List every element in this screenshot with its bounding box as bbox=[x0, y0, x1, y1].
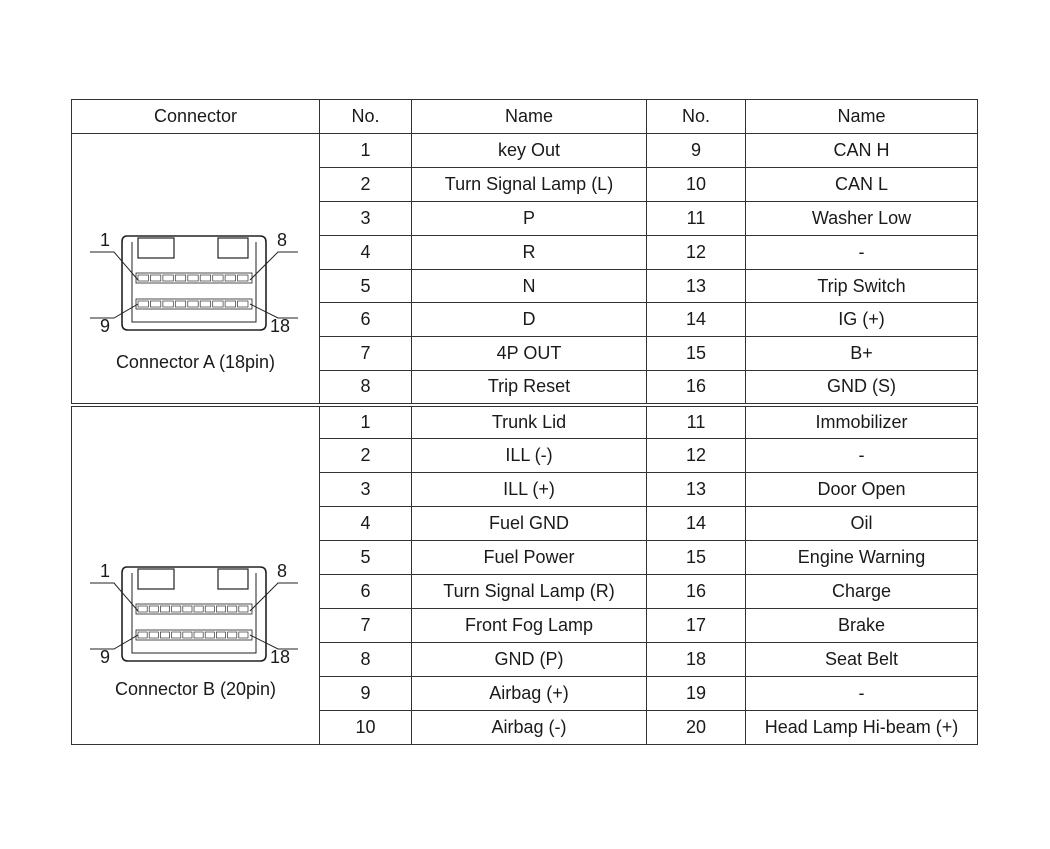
pin-number-cell: 1 bbox=[320, 134, 412, 168]
connector-cell bbox=[72, 405, 320, 745]
pin-name-cell: Charge bbox=[746, 575, 978, 609]
pin-number-cell: 16 bbox=[647, 575, 746, 609]
pin-number-cell: 12 bbox=[647, 439, 746, 473]
table-row bbox=[72, 134, 978, 168]
pin-number-cell: 15 bbox=[647, 541, 746, 575]
pin-name-cell: CAN L bbox=[746, 167, 978, 201]
pin bbox=[183, 632, 192, 638]
connector-label: Connector B (20pin) bbox=[114, 678, 277, 699]
connector-inner bbox=[132, 573, 256, 653]
pin-number-cell: 1 bbox=[320, 405, 412, 439]
pin-name-cell: - bbox=[746, 439, 978, 473]
pin-number-cell: 11 bbox=[647, 405, 746, 439]
leader-pin-1 bbox=[90, 252, 138, 280]
leader-pin-9 bbox=[90, 304, 138, 318]
pin-label-top-right: 8 bbox=[277, 560, 288, 581]
pin bbox=[216, 606, 225, 612]
pin bbox=[216, 632, 225, 638]
connector-inner bbox=[132, 242, 256, 322]
pin bbox=[188, 275, 198, 281]
pin bbox=[163, 301, 173, 307]
pin-number-cell: 7 bbox=[320, 337, 412, 371]
pin-number-cell: 10 bbox=[647, 167, 746, 201]
pin-number-cell: 13 bbox=[647, 473, 746, 507]
pin-name-cell: Turn Signal Lamp (L) bbox=[412, 167, 647, 201]
pin-name-cell: Door Open bbox=[746, 473, 978, 507]
pin-number-cell: 3 bbox=[320, 473, 412, 507]
pin-number-cell: 10 bbox=[320, 711, 412, 745]
pin bbox=[205, 606, 214, 612]
latch-right bbox=[218, 569, 248, 589]
pin-name-cell: N bbox=[412, 269, 647, 303]
pin bbox=[194, 606, 203, 612]
pin-number-cell: 18 bbox=[647, 643, 746, 677]
pin-name-cell: Head Lamp Hi-beam (+) bbox=[746, 711, 978, 745]
pin-number-cell: 14 bbox=[647, 303, 746, 337]
pin-name-cell: GND (P) bbox=[412, 643, 647, 677]
pin-number-cell: 5 bbox=[320, 269, 412, 303]
latch-right bbox=[218, 238, 248, 258]
pin-label-bottom-right: 18 bbox=[270, 646, 291, 667]
pin-label-top-left: 1 bbox=[100, 560, 111, 581]
header-no-right: No. bbox=[647, 100, 746, 134]
pin bbox=[200, 275, 210, 281]
pin bbox=[183, 606, 192, 612]
pin-name-cell: Front Fog Lamp bbox=[412, 609, 647, 643]
leader-pin-8 bbox=[250, 583, 298, 611]
pin-number-cell: 8 bbox=[320, 643, 412, 677]
pin-row bbox=[136, 299, 252, 309]
pin-name-cell: - bbox=[746, 677, 978, 711]
pin-number-cell: 9 bbox=[320, 677, 412, 711]
pin bbox=[175, 301, 185, 307]
leader-pin-8 bbox=[250, 252, 298, 280]
pin-name-cell: Airbag (+) bbox=[412, 677, 647, 711]
pin-number-cell: 9 bbox=[647, 134, 746, 168]
pin-name-cell: GND (S) bbox=[746, 371, 978, 405]
pin-number-cell: 16 bbox=[647, 371, 746, 405]
connector-pin-table bbox=[71, 99, 978, 745]
pin-row bbox=[136, 273, 252, 283]
pin-name-cell: Airbag (-) bbox=[412, 711, 647, 745]
pin-label-top-left: 1 bbox=[100, 229, 111, 250]
pin bbox=[150, 275, 160, 281]
pin-name-cell: Oil bbox=[746, 507, 978, 541]
pin-name-cell: Turn Signal Lamp (R) bbox=[412, 575, 647, 609]
leader-pin-9 bbox=[90, 635, 138, 649]
header-name-right: Name bbox=[746, 100, 978, 134]
pin-label-bottom-left: 9 bbox=[100, 646, 111, 667]
pin bbox=[213, 275, 223, 281]
pin-name-cell: B+ bbox=[746, 337, 978, 371]
table-row bbox=[72, 405, 978, 439]
connector-diagram bbox=[72, 559, 319, 669]
pin bbox=[205, 632, 214, 638]
pin bbox=[138, 606, 147, 612]
pin bbox=[239, 632, 248, 638]
pin bbox=[160, 632, 169, 638]
pin-name-cell: Seat Belt bbox=[746, 643, 978, 677]
pin-name-cell: IG (+) bbox=[746, 303, 978, 337]
pin bbox=[172, 632, 181, 638]
pin-number-cell: 6 bbox=[320, 575, 412, 609]
pin-name-cell: P bbox=[412, 201, 647, 235]
pin bbox=[238, 275, 248, 281]
pin-number-cell: 7 bbox=[320, 609, 412, 643]
latch-left bbox=[138, 238, 174, 258]
pin bbox=[228, 632, 237, 638]
pin bbox=[200, 301, 210, 307]
pin bbox=[149, 632, 158, 638]
pin-name-cell: Washer Low bbox=[746, 201, 978, 235]
pin bbox=[213, 301, 223, 307]
pin bbox=[138, 632, 147, 638]
pin-label-bottom-right: 18 bbox=[270, 315, 291, 336]
pin-name-cell: key Out bbox=[412, 134, 647, 168]
section-connector-a bbox=[72, 134, 978, 405]
pin-number-cell: 20 bbox=[647, 711, 746, 745]
pin-table-document bbox=[71, 99, 978, 745]
pin-name-cell: Fuel GND bbox=[412, 507, 647, 541]
connector-cell bbox=[72, 134, 320, 405]
pin bbox=[188, 301, 198, 307]
pin bbox=[225, 301, 235, 307]
pin-number-cell: 2 bbox=[320, 167, 412, 201]
pin-name-cell: Engine Warning bbox=[746, 541, 978, 575]
section-connector-b bbox=[72, 405, 978, 745]
pin-number-cell: 13 bbox=[647, 269, 746, 303]
pin bbox=[172, 606, 181, 612]
pin-name-cell: Trip Switch bbox=[746, 269, 978, 303]
pin-name-cell: D bbox=[412, 303, 647, 337]
pin-name-cell: Brake bbox=[746, 609, 978, 643]
pin-label-bottom-left: 9 bbox=[100, 315, 111, 336]
pin-number-cell: 4 bbox=[320, 235, 412, 269]
pin bbox=[138, 301, 148, 307]
pin bbox=[239, 606, 248, 612]
connector-label: Connector A (18pin) bbox=[115, 351, 276, 372]
pin-number-cell: 6 bbox=[320, 303, 412, 337]
pin-number-cell: 19 bbox=[647, 677, 746, 711]
pin-name-cell: CAN H bbox=[746, 134, 978, 168]
pin-name-cell: Trunk Lid bbox=[412, 405, 647, 439]
pin bbox=[194, 632, 203, 638]
header-row bbox=[72, 100, 978, 134]
pin-number-cell: 4 bbox=[320, 507, 412, 541]
pin-name-cell: Fuel Power bbox=[412, 541, 647, 575]
pin-number-cell: 3 bbox=[320, 201, 412, 235]
pin bbox=[150, 301, 160, 307]
leader-pin-1 bbox=[90, 583, 138, 611]
pin bbox=[175, 275, 185, 281]
header-no-left: No. bbox=[320, 100, 412, 134]
pin bbox=[228, 606, 237, 612]
latch-left bbox=[138, 569, 174, 589]
pin-number-cell: 15 bbox=[647, 337, 746, 371]
pin-number-cell: 12 bbox=[647, 235, 746, 269]
pin-name-cell: ILL (+) bbox=[412, 473, 647, 507]
pin-number-cell: 17 bbox=[647, 609, 746, 643]
connector-diagram bbox=[72, 228, 319, 338]
pin bbox=[163, 275, 173, 281]
connector-figure bbox=[72, 451, 319, 700]
header-connector: Connector bbox=[72, 100, 320, 134]
pin-number-cell: 14 bbox=[647, 507, 746, 541]
connector-figure bbox=[72, 164, 319, 373]
pin-name-cell: 4P OUT bbox=[412, 337, 647, 371]
pin-number-cell: 8 bbox=[320, 371, 412, 405]
pin-name-cell: Trip Reset bbox=[412, 371, 647, 405]
pin-number-cell: 2 bbox=[320, 439, 412, 473]
pin-number-cell: 5 bbox=[320, 541, 412, 575]
pin-name-cell: - bbox=[746, 235, 978, 269]
pin bbox=[160, 606, 169, 612]
pin-name-cell: ILL (-) bbox=[412, 439, 647, 473]
header-name-left: Name bbox=[412, 100, 647, 134]
pin bbox=[225, 275, 235, 281]
pin-label-top-right: 8 bbox=[277, 229, 288, 250]
pin bbox=[138, 275, 148, 281]
pin-name-cell: R bbox=[412, 235, 647, 269]
pin bbox=[238, 301, 248, 307]
pin bbox=[149, 606, 158, 612]
pin-name-cell: Immobilizer bbox=[746, 405, 978, 439]
pin-number-cell: 11 bbox=[647, 201, 746, 235]
